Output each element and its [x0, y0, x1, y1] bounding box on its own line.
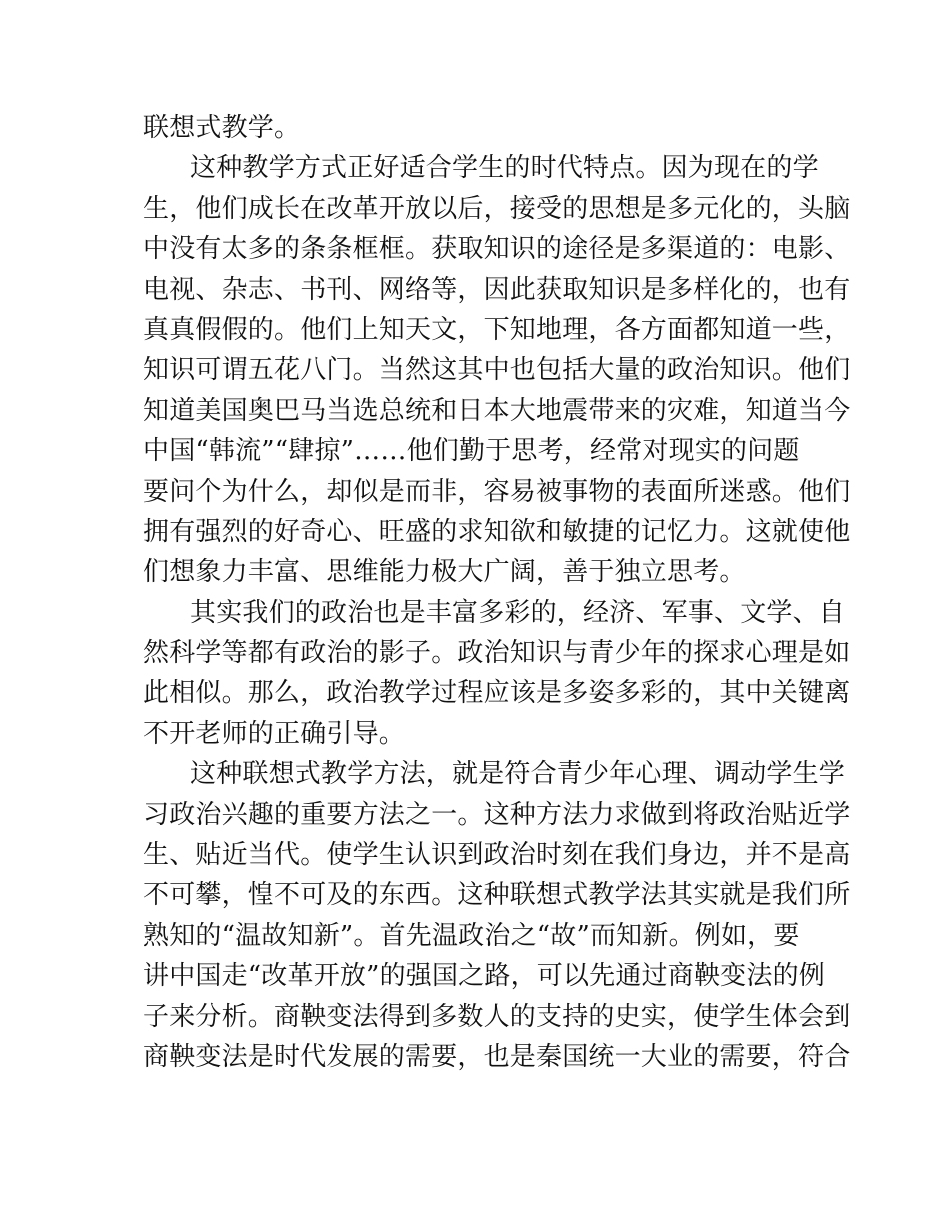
text-line: 不可攀，惶不可及的东西。这种联想式教学法其实就是我们所	[143, 880, 851, 911]
text-line: 们想象力丰富、思维能力极大广阔，善于独立思考。	[143, 557, 746, 588]
body-text	[143, 108, 851, 1077]
text-line: 知道美国奥巴马当选总统和日本大地震带来的灾难，知道当今	[143, 395, 851, 426]
text-line: 中国“韩流”“肆掠”……他们勤于思考，经常对现实的问题	[143, 436, 800, 467]
text-line: 联想式教学。	[143, 113, 301, 143]
text-line: 此相似。那么，政治教学过程应该是多姿多彩的，其中关键离	[143, 678, 851, 709]
text-line: 这种教学方式正好适合学生的时代特点。因为现在的学	[190, 153, 819, 184]
text-line: 电视、杂志、书刊、网络等，因此获取知识是多样化的，也有	[143, 274, 851, 305]
text-line: 然科学等都有政治的影子。政治知识与青少年的探求心理是如	[143, 638, 851, 669]
text-line: 生，他们成长在改革开放以后，接受的思想是多元化的，头脑	[143, 193, 851, 224]
text-line: 要问个为什么，却似是而非，容易被事物的表面所迷惑。他们	[143, 476, 851, 507]
text-line: 这种联想式教学方法，就是符合青少年心理、调动学生学	[190, 759, 846, 790]
text-line: 讲中国走“改革开放”的强国之路，可以先通过商鞅变法的例	[143, 961, 825, 992]
text-line: 习政治兴趣的重要方法之一。这种方法力求做到将政治贴近学	[143, 799, 851, 830]
text-line: 不开老师的正确引导。	[143, 718, 406, 749]
text-line: 知识可谓五花八门。当然这其中也包括大量的政治知识。他们	[143, 355, 851, 386]
text-line: 生、贴近当代。使学生认识到政治时刻在我们身边，并不是高	[143, 840, 851, 871]
text-line: 真真假假的。他们上知天文，下知地理，各方面都知道一些，	[143, 314, 851, 345]
text-line: 商鞅变法是时代发展的需要，也是秦国统一大业的需要，符合	[143, 1041, 851, 1072]
text-line: 子来分析。商鞅变法得到多数人的支持的史实，使学生体会到	[143, 1001, 851, 1032]
text-line: 熟知的“温故知新”。首先温政治之“故”而知新。例如，要	[143, 920, 800, 951]
text-line: 拥有强烈的好奇心、旺盛的求知欲和敏捷的记忆力。这就使他	[143, 516, 851, 547]
text-line: 中没有太多的条条框框。获取知识的途径是多渠道的：电影、	[143, 234, 851, 265]
text-line: 其实我们的政治也是丰富多彩的，经济、军事、文学、自	[190, 597, 846, 628]
